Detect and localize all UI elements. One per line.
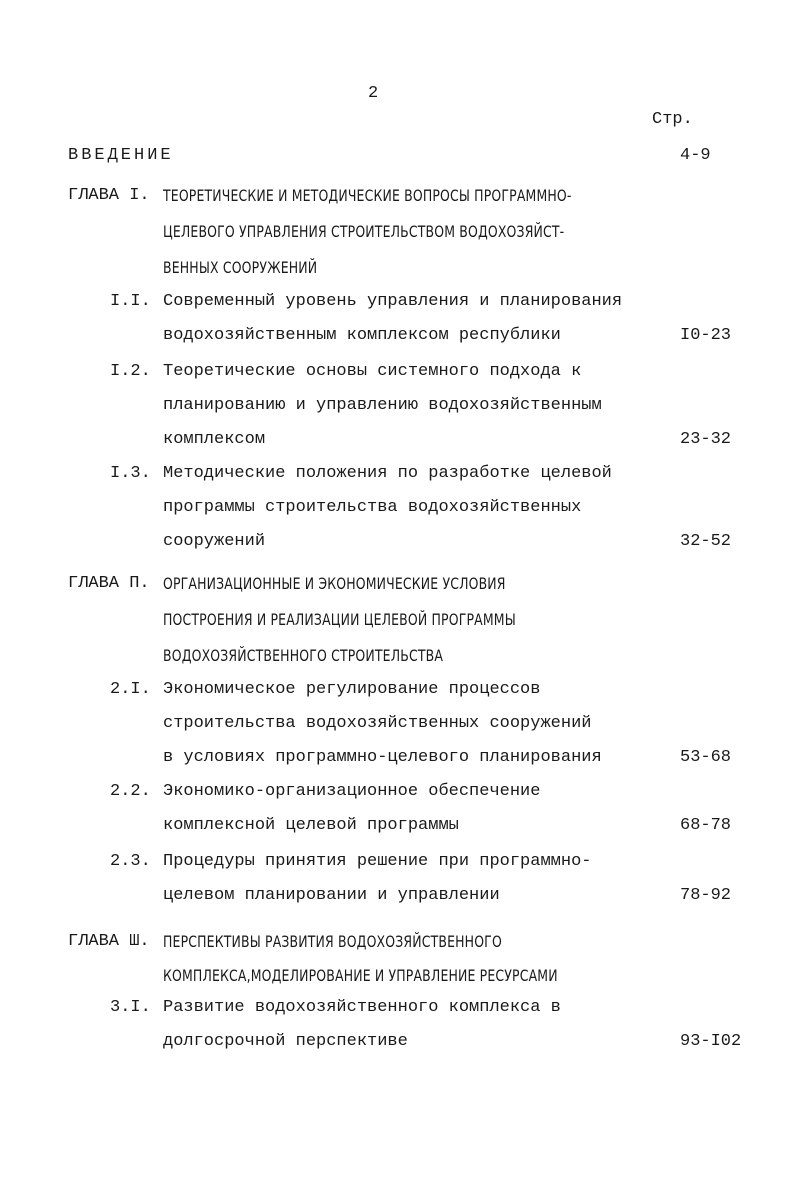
- section-1-3-pages: 32-52: [680, 532, 732, 551]
- section-1-3-line-1: Методические положения по разработке целевой: [163, 464, 612, 483]
- section-2-3-line-2: целевом планировании и управлении: [163, 886, 500, 905]
- section-1-2-line-3: комплексом: [163, 430, 266, 449]
- section-1-1-line-2: водохозяйственным комплексом республики: [163, 326, 561, 345]
- chapter-2-title-line-2: ПОСТРОЕНИЯ И РЕАЛИЗАЦИИ ЦЕЛЕВОЙ ПРОГРАММЫ: [163, 610, 516, 629]
- section-3-1-line-2: долгосрочной перспективе: [163, 1032, 408, 1051]
- section-2-2-line-1: Экономико-организационное обеспечение: [163, 782, 541, 801]
- intro-pages: 4-9: [680, 146, 711, 165]
- section-1-3-line-3: сооружений: [163, 532, 266, 551]
- section-1-3-number: I.3.: [110, 464, 151, 483]
- chapter-1-title-line-1: ТЕОРЕТИЧЕСКИЕ И МЕТОДИЧЕСКИЕ ВОПРОСЫ ПРОГРАММНО-: [163, 186, 572, 205]
- chapter-2-title-line-1: ОРГАНИЗАЦИОННЫЕ И ЭКОНОМИЧЕСКИЕ УСЛОВИЯ: [163, 574, 506, 593]
- section-2-3-pages: 78-92: [680, 886, 732, 905]
- section-2-1-pages: 53-68: [680, 748, 732, 767]
- section-3-1-line-1: Развитие водохозяйственного комплекса в: [163, 998, 561, 1017]
- section-2-2-pages: 68-78: [680, 816, 732, 835]
- chapter-3-title-line-1: ПЕРСПЕКТИВЫ РАЗВИТИЯ ВОДОХОЗЯЙСТВЕННОГО: [163, 932, 502, 951]
- section-1-2-line-1: Теоретические основы системного подхода к: [163, 362, 582, 381]
- chapter-2-label: ГЛАВА П.: [68, 574, 150, 593]
- chapter-1-title-line-2: ЦЕЛЕВОГО УПРАВЛЕНИЯ СТРОИТЕЛЬСТВОМ ВОДОХОЗЯЙСТ-: [163, 222, 565, 241]
- section-2-2-line-2: комплексной целевой программы: [163, 816, 459, 835]
- section-1-1-pages: I0-23: [680, 326, 732, 345]
- section-3-1-number: 3.I.: [110, 998, 151, 1017]
- section-1-1-number: I.I.: [110, 292, 151, 311]
- section-2-3-number: 2.3.: [110, 852, 151, 871]
- chapter-1-title-line-3: ВЕННЫХ СООРУЖЕНИЙ: [163, 258, 318, 277]
- section-2-3-line-1: Процедуры принятия решение при программно-: [163, 852, 592, 871]
- chapter-1-label: ГЛАВА I.: [68, 186, 150, 205]
- section-1-1-line-1: Современный уровень управления и планирования: [163, 292, 623, 311]
- chapter-3-title-line-2: КОМПЛЕКСА,МОДЕЛИРОВАНИЕ И УПРАВЛЕНИЕ РЕСУРСАМИ: [163, 966, 558, 985]
- section-3-1-pages: 93-I02: [680, 1032, 742, 1051]
- pages-column-header: Стр.: [652, 110, 693, 129]
- section-2-1-line-1: Экономическое регулирование процессов: [163, 680, 541, 699]
- chapter-2-title-line-3: ВОДОХОЗЯЙСТВЕННОГО СТРОИТЕЛЬСТВА: [163, 646, 444, 665]
- section-1-2-number: I.2.: [110, 362, 151, 381]
- section-2-2-number: 2.2.: [110, 782, 151, 801]
- section-2-1-number: 2.I.: [110, 680, 151, 699]
- chapter-3-label: ГЛАВА Ш.: [68, 932, 150, 951]
- section-2-1-line-2: строительства водохозяйственных сооружений: [163, 714, 592, 733]
- page-number: 2: [368, 84, 379, 103]
- section-1-3-line-2: программы строительства водохозяйственных: [163, 498, 582, 517]
- section-1-2-pages: 23-32: [680, 430, 732, 449]
- section-2-1-line-3: в условиях программно-целевого планирования: [163, 748, 602, 767]
- section-1-2-line-2: планированию и управлению водохозяйственным: [163, 396, 602, 415]
- intro-label: ВВЕДЕНИЕ: [68, 146, 174, 165]
